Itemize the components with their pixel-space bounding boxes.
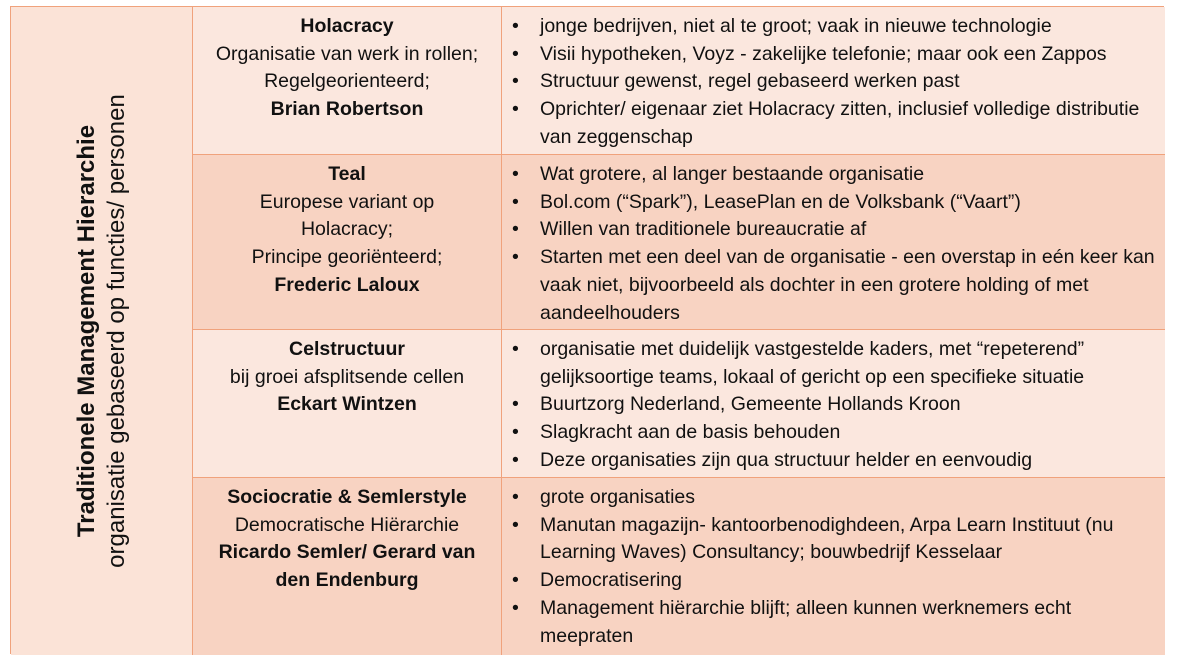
bullet-item: • Deze organisaties zijn qua structuur helder en eenvoudig (502, 447, 1165, 475)
bullet-list (502, 336, 1165, 475)
management-table (10, 6, 1164, 654)
row-desc-celstructuur (502, 330, 1165, 478)
row-name-line: Teal (328, 163, 366, 185)
row-name-sociocratie (193, 478, 502, 655)
bullet-item: • Willen van traditionele bureaucratie af (502, 216, 1165, 244)
row-name-line: Celstructuur (289, 338, 405, 360)
bullet-item: • Manutan magazijn- kantoorbenodighdeen, Arpa Learn Instituut (nu Learning Waves) Consultancy; bouwbedrijf Kesselaar (502, 512, 1165, 567)
side-header (11, 7, 193, 655)
row-name-line: den Endenburg (275, 569, 419, 592)
row-name-holacracy (193, 7, 502, 155)
side-subtitle: organisatie gebaseerd op functies/ personen (102, 94, 130, 568)
row-desc-holacracy (502, 7, 1165, 155)
bullet-item: • Democratisering (502, 567, 1165, 595)
row-name-line: Sociocratie & Semlerstyle (227, 486, 467, 508)
bullet-item: • Management hiërarchie blijft; alleen kunnen werknemers echt meepraten (502, 595, 1165, 650)
row-name-line: Europese variant op (259, 190, 435, 213)
side-header-text (72, 94, 132, 568)
bullet-item: • jonge bedrijven, niet al te groot; vaak in nieuwe technologie (502, 13, 1165, 41)
bullet-item: • Bol.com (“Spark”), LeasePlan en de Volksbank (“Vaart”) (502, 189, 1165, 217)
row-desc-sociocratie (502, 478, 1165, 655)
row-name-celstructuur (193, 330, 502, 478)
bullet-item: • Slagkracht aan de basis behouden (502, 419, 1165, 447)
bullet-list (502, 13, 1165, 152)
bullet-item: • Wat grotere, al langer bestaande organisatie (502, 161, 1165, 189)
row-name-line: Holacracy (300, 15, 394, 37)
row-desc-teal (502, 155, 1165, 330)
bullet-list (502, 484, 1165, 650)
bullet-item: • grote organisaties (502, 484, 1165, 512)
row-name-line: Brian Robertson (270, 98, 424, 121)
bullet-item: • Buurtzorg Nederland, Gemeente Hollands Kroon (502, 391, 1165, 419)
row-name-line: Regelgeorienteerd; (264, 70, 430, 93)
row-name-line: Holacracy; (300, 218, 394, 241)
row-name-line: bij groei afsplitsende cellen (229, 365, 465, 388)
row-name-teal (193, 155, 502, 330)
bullet-list (502, 161, 1165, 327)
side-title: Traditionele Management Hierarchie (72, 124, 100, 538)
row-name-line: Frederic Laloux (274, 273, 420, 296)
bullet-item: • Starten met een deel van de organisatie - een overstap in eén keer kan vaak niet, bijvoorbeeld als dochter in een grotere holding of met aandeelhouders (502, 244, 1165, 327)
row-name-line: Organisatie van werk in rollen; (215, 42, 479, 65)
bullet-item: • Oprichter/ eigenaar ziet Holacracy zitten, inclusief volledige distributie van zeggenschap (502, 96, 1165, 151)
bullet-item: • Visii hypotheken, Voyz - zakelijke telefonie; maar ook een Zappos (502, 41, 1165, 69)
row-name-line: Principe georiënteerd; (251, 246, 443, 269)
row-name-line: Ricardo Semler/ Gerard van (218, 541, 476, 564)
bullet-item: • organisatie met duidelijk vastgestelde kaders, met “repeterend” gelijksoortige teams, lokaal of gericht op een specifieke situatie (502, 336, 1165, 391)
row-name-line: Democratische Hiërarchie (234, 513, 460, 536)
bullet-item: • Structuur gewenst, regel gebaseerd werken past (502, 68, 1165, 96)
row-name-line: Eckart Wintzen (277, 393, 417, 416)
